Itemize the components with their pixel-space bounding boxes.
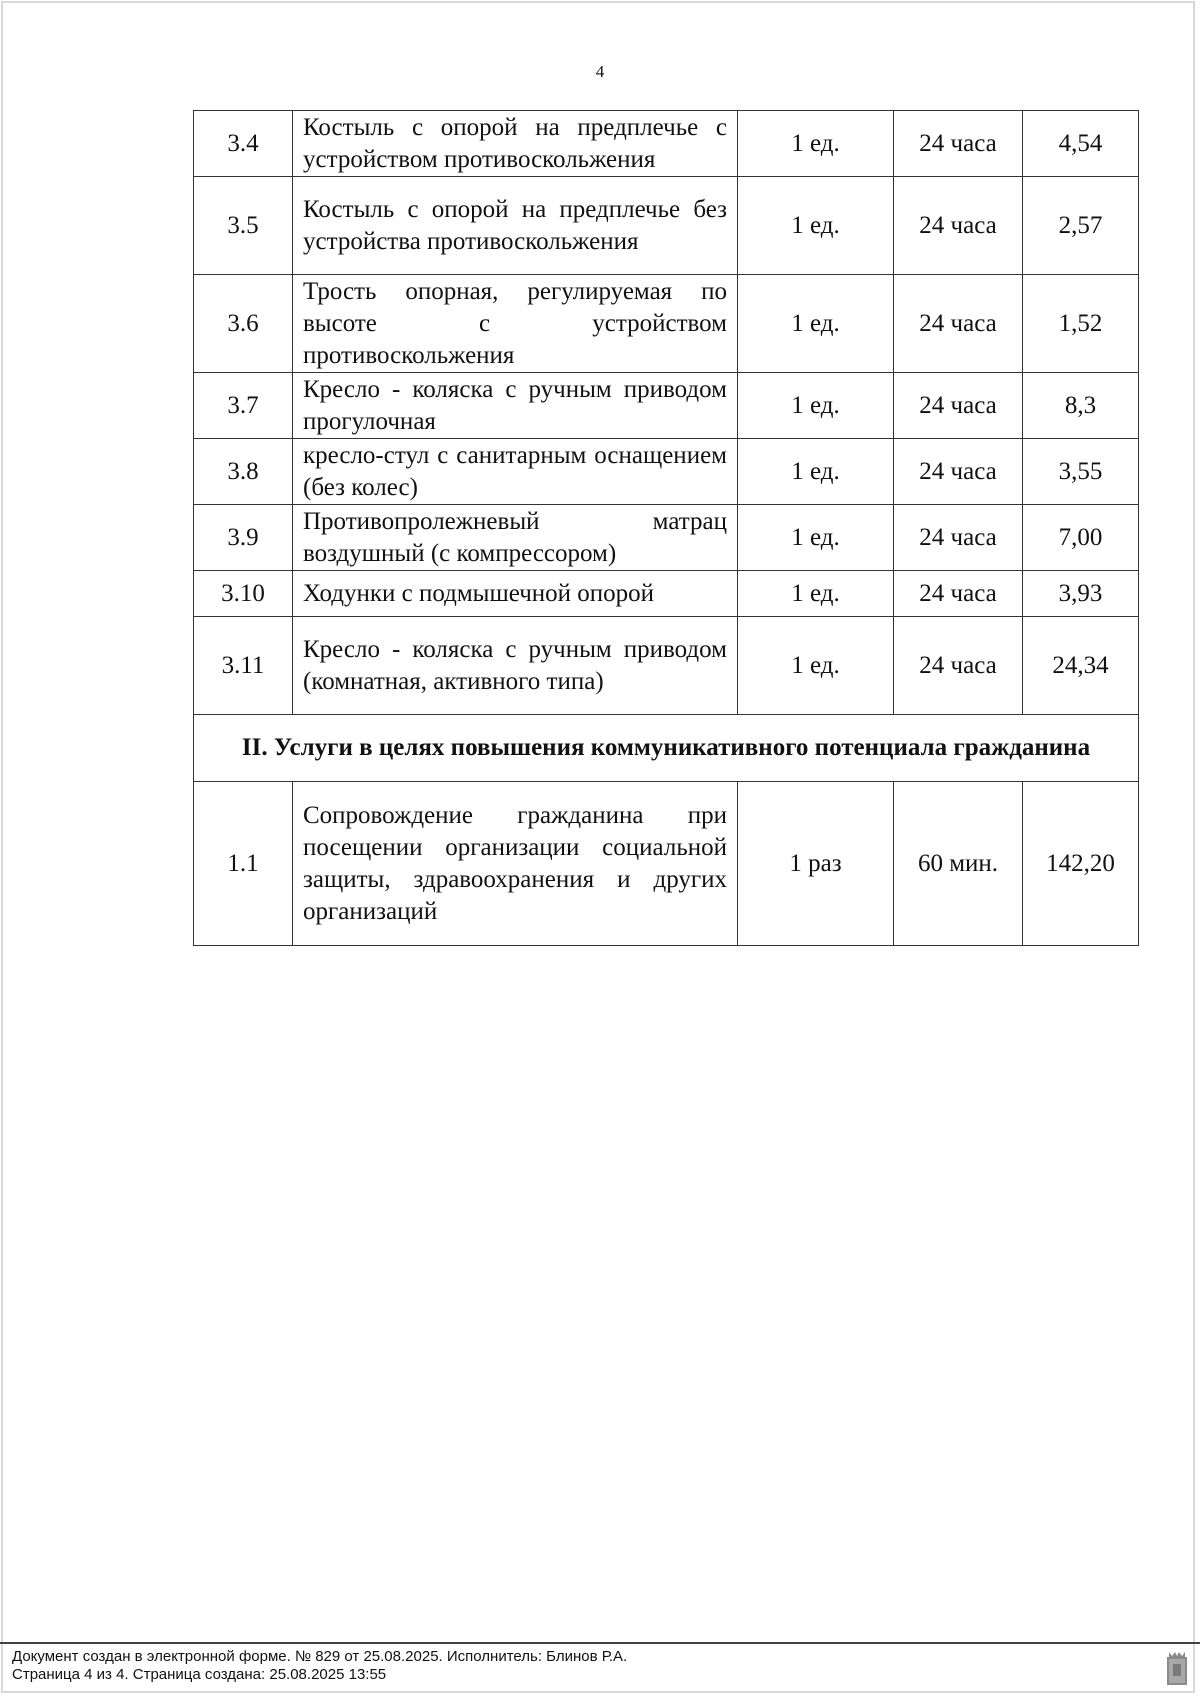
row-number: 3.11 (194, 617, 293, 715)
document-footer (0, 1642, 1200, 1698)
table-row (194, 177, 1139, 275)
service-duration: 24 часа (894, 111, 1023, 177)
section-title: II. Услуги в целях повышения коммуникативного потенциала гражданина (194, 715, 1139, 782)
service-price: 24,34 (1023, 617, 1139, 715)
service-price: 8,3 (1023, 373, 1139, 439)
service-unit: 1 ед. (738, 505, 894, 571)
coat-of-arms-icon (1166, 1652, 1188, 1686)
service-price: 2,57 (1023, 177, 1139, 275)
table-row (194, 505, 1139, 571)
services-table (193, 110, 1139, 946)
footer-line-1: Документ создан в электронной форме. № 829 от 25.08.2025. Исполнитель: Блинов Р.А. (12, 1648, 628, 1665)
table-row (194, 275, 1139, 373)
footer-text (12, 1648, 627, 1684)
service-name: кресло-стул с санитарным оснащением (без колес) (293, 439, 738, 505)
table-row (194, 571, 1139, 617)
table-row (194, 111, 1139, 177)
service-price: 4,54 (1023, 111, 1139, 177)
service-name: Противопролежневый матрац воздушный (с компрессором) (293, 505, 738, 571)
page-number: 4 (595, 62, 605, 81)
section-header (194, 715, 1139, 782)
service-price: 1,52 (1023, 275, 1139, 373)
table-body-section-2 (194, 782, 1139, 946)
row-number: 3.6 (194, 275, 293, 373)
service-duration: 24 часа (894, 439, 1023, 505)
service-name: Сопровождение гражданина при посещении организации социальной защиты, здравоохранения и других организаций (293, 782, 738, 946)
service-unit: 1 ед. (738, 373, 894, 439)
section-row (194, 715, 1139, 782)
service-price: 7,00 (1023, 505, 1139, 571)
footer-line-2: Страница 4 из 4. Страница создана: 25.08.2025 13:55 (12, 1666, 387, 1683)
service-unit: 1 ед. (738, 571, 894, 617)
table-row (194, 373, 1139, 439)
service-name: Трость опорная, регулируемая по высоте с устройством противоскольжения (293, 275, 738, 373)
table-row (194, 617, 1139, 715)
row-number: 3.4 (194, 111, 293, 177)
row-number: 3.10 (194, 571, 293, 617)
service-unit: 1 ед. (738, 111, 894, 177)
service-price: 3,55 (1023, 439, 1139, 505)
service-price: 3,93 (1023, 571, 1139, 617)
service-unit: 1 ед. (738, 275, 894, 373)
service-price: 142,20 (1023, 782, 1139, 946)
service-duration: 24 часа (894, 373, 1023, 439)
service-duration: 24 часа (894, 177, 1023, 275)
table-row (194, 782, 1139, 946)
row-number: 3.9 (194, 505, 293, 571)
row-number: 3.7 (194, 373, 293, 439)
service-duration: 60 мин. (894, 782, 1023, 946)
table-body (194, 111, 1139, 715)
row-number: 3.8 (194, 439, 293, 505)
service-duration: 24 часа (894, 275, 1023, 373)
row-number: 1.1 (194, 782, 293, 946)
service-unit: 1 ед. (738, 617, 894, 715)
service-unit: 1 ед. (738, 177, 894, 275)
service-duration: 24 часа (894, 617, 1023, 715)
table-row (194, 439, 1139, 505)
service-name: Ходунки с подмышечной опорой (293, 571, 738, 617)
service-name: Кресло - коляска с ручным приводом прогулочная (293, 373, 738, 439)
service-duration: 24 часа (894, 505, 1023, 571)
service-name: Костыль с опорой на предплечье с устройством противоскольжения (293, 111, 738, 177)
service-duration: 24 часа (894, 571, 1023, 617)
service-unit: 1 ед. (738, 439, 894, 505)
service-name: Костыль с опорой на предплечье без устройства противоскольжения (293, 177, 738, 275)
service-unit: 1 раз (738, 782, 894, 946)
row-number: 3.5 (194, 177, 293, 275)
service-name: Кресло - коляска с ручным приводом (комнатная, активного типа) (293, 617, 738, 715)
